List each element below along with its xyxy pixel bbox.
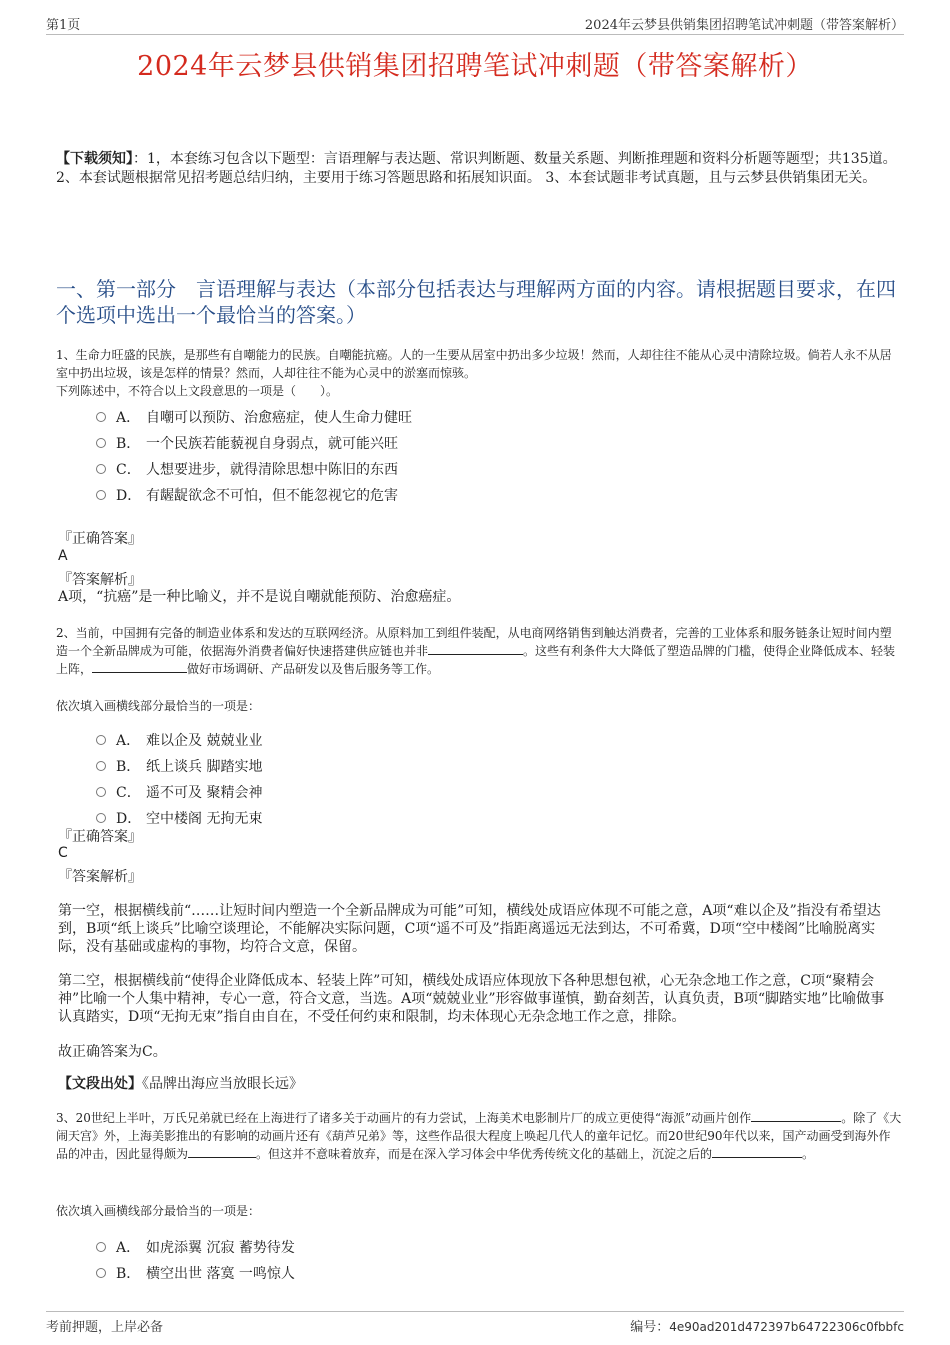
q1-explain-label: 『答案解析』: [58, 572, 142, 588]
page-number: 第1页: [46, 18, 81, 33]
q1-option-c[interactable]: C． 人想要进步，就得清除思想中陈旧的东西: [96, 457, 412, 483]
radio-icon[interactable]: [96, 490, 106, 500]
q1-answer: A: [58, 548, 68, 564]
footer-code: 编号：4e90ad201d472397b64722306c0fbbfc: [630, 1320, 904, 1335]
question-2-passage: 2、当前，中国拥有完备的制造业体系和发达的互联网经济。从原料加工到组件装配，从电商网络销售到触达消费者，完善的工业体系和服务链条让短时间内塑造一个全新品牌成为可能，依据海外消费者偏好快速搭建供应链也并非 。这些有利条件大大降低了塑造品牌的门槛，使得企业降低成本、轻装上阵， 做好市场调研、产品研发以及售后服务等工作。: [56, 626, 896, 676]
q1-option-d[interactable]: D． 有龌龊欲念不可怕，但不能忽视它的危害: [96, 483, 412, 509]
answer-blank: [712, 1145, 802, 1158]
page-footer: [46, 1311, 904, 1334]
notice-text: ：1，本套练习包含以下题型：言语理解与表达题、常识判断题、数量关系题、判断推理题和资料分析题等题型；共135道。 2、本套试题根据常见招考题总结归纳，主要用于练习答题思路和拓展知识面。 3、本套试题非考试真题，且与云梦县供销集团无关。: [56, 151, 897, 186]
q2-option-a[interactable]: A． 难以企及 兢兢业业: [96, 728, 262, 754]
question-1-text: [56, 346, 902, 400]
q2-explain-paragraph-1: 第一空，根据横线前“……让短时间内塑造一个全新品牌成为可能”可知，横线处成语应体现不可能之意，A项“难以企及”指没有希望达到，B项“纸上谈兵”比喻空谈理论，不能解决实际问题，C项“遥不可及”指距离遥远无法到达，不可希冀，D项“空中楼阁”比喻脱离实际，没有基础或虚构的事物，均符合文意，保留。: [58, 903, 881, 955]
answer-blank: [428, 642, 523, 655]
radio-icon[interactable]: [96, 412, 106, 422]
question-2-options: [96, 728, 262, 832]
q1-explain: A项，“抗癌”是一种比喻义，并不是说自嘲就能预防、治愈癌症。: [58, 589, 461, 605]
q2-option-b[interactable]: B． 纸上谈兵 脚踏实地: [96, 754, 262, 780]
radio-icon[interactable]: [96, 787, 106, 797]
q2-option-c[interactable]: C． 遥不可及 聚精会神: [96, 780, 262, 806]
q3-option-a[interactable]: A． 如虎添翼 沉寂 蓄势待发: [96, 1235, 295, 1261]
question-2-stem: 依次填入画横线部分最恰当的一项是：: [56, 699, 261, 713]
radio-icon[interactable]: [96, 813, 106, 823]
question-3-passage: 3、20世纪上半叶，万氏兄弟就已经在上海进行了诸多关于动画片的有力尝试，上海美术电影制片厂的成立更使得“海派”动画片创作 。除了《大闹天宫》外，上海美影推出的有影响的动画片还有《葫芦兄弟》等，这些作品很大程度上唤起几代人的童年记忆。而20世纪90年代以来，国产动画受到海外作品的冲击，因此显得颇为 。但这并不意味着放弃，而是在深入学习体会中华优秀传统文化的基础上，沉淀之后的 。: [56, 1111, 902, 1161]
radio-icon[interactable]: [96, 735, 106, 745]
q2-source: 【文段出处】《品牌出海应当放眼长远》: [58, 1076, 303, 1092]
footer-slogan: 考前押题，上岸必备: [46, 1320, 164, 1335]
header-doc-title: 2024年云梦县供销集团招聘笔试冲刺题（带答案解析）: [584, 18, 904, 33]
radio-icon[interactable]: [96, 761, 106, 771]
radio-icon[interactable]: [96, 1268, 106, 1278]
answer-blank: [92, 660, 187, 673]
answer-blank: [188, 1145, 256, 1158]
q3-option-b[interactable]: B． 横空出世 落寞 一鸣惊人: [96, 1261, 295, 1287]
radio-icon[interactable]: [96, 438, 106, 448]
q1-option-a[interactable]: A． 自嘲可以预防、治愈癌症，使人生命力健旺: [96, 405, 412, 431]
question-1-stem: 下列陈述中，不符合以上文段意思的一项是（ ）。: [56, 384, 339, 398]
question-3-options: [96, 1235, 295, 1287]
question-1-options: [96, 405, 412, 509]
q2-explain-label: 『答案解析』: [58, 869, 142, 885]
notice-label: 【下载须知】: [56, 151, 133, 167]
q2-answer-label: 『正确答案』: [58, 829, 142, 845]
page-header: [46, 14, 904, 35]
q1-option-b[interactable]: B． 一个民族若能藐视自身弱点，就可能兴旺: [96, 431, 412, 457]
question-3-stem: 依次填入画横线部分最恰当的一项是：: [56, 1204, 261, 1218]
download-notice: [56, 150, 902, 188]
q1-answer-label: 『正确答案』: [58, 531, 142, 547]
document-title: 2024年云梦县供销集团招聘笔试冲刺题（带答案解析）: [137, 51, 813, 82]
answer-blank: [751, 1109, 841, 1122]
radio-icon[interactable]: [96, 464, 106, 474]
q2-answer: C: [58, 845, 68, 861]
q2-explain-paragraph-3: 故正确答案为C。: [58, 1044, 167, 1060]
section-title: 一、第一部分 言语理解与表达（本部分包括表达与理解两方面的内容。请根据题目要求，在四个选项中选出一个最恰当的答案。）: [56, 277, 896, 327]
q2-explain-paragraph-2: 第二空，根据横线前“使得企业降低成本、轻装上阵”可知，横线处成语应体现放下各种思想包袱，心无杂念地工作之意，C项“聚精会神”比喻一个人集中精神，专心一意，符合文意，当选。A项“兢兢业业”形容做事谨慎，勤奋刻苦，认真负责，B项“脚踏实地”比喻做事认真踏实，D项“无拘无束”指自由自在，不受任何约束和限制，均未体现心无杂念地工作之意，排除。: [58, 973, 885, 1025]
q2-option-d[interactable]: D． 空中楼阁 无拘无束: [96, 806, 262, 832]
question-1-passage: 1、生命力旺盛的民族，是那些有自嘲能力的民族。自嘲能抗癌。人的一生要从居室中扔出多少垃圾！然而，人却往往不能从心灵中清除垃圾。倘若人永不从居室中扔出垃圾，该是怎样的情景？然而，人却往往不能为心灵中的淤塞而惊骇。: [56, 348, 892, 380]
radio-icon[interactable]: [96, 1242, 106, 1252]
